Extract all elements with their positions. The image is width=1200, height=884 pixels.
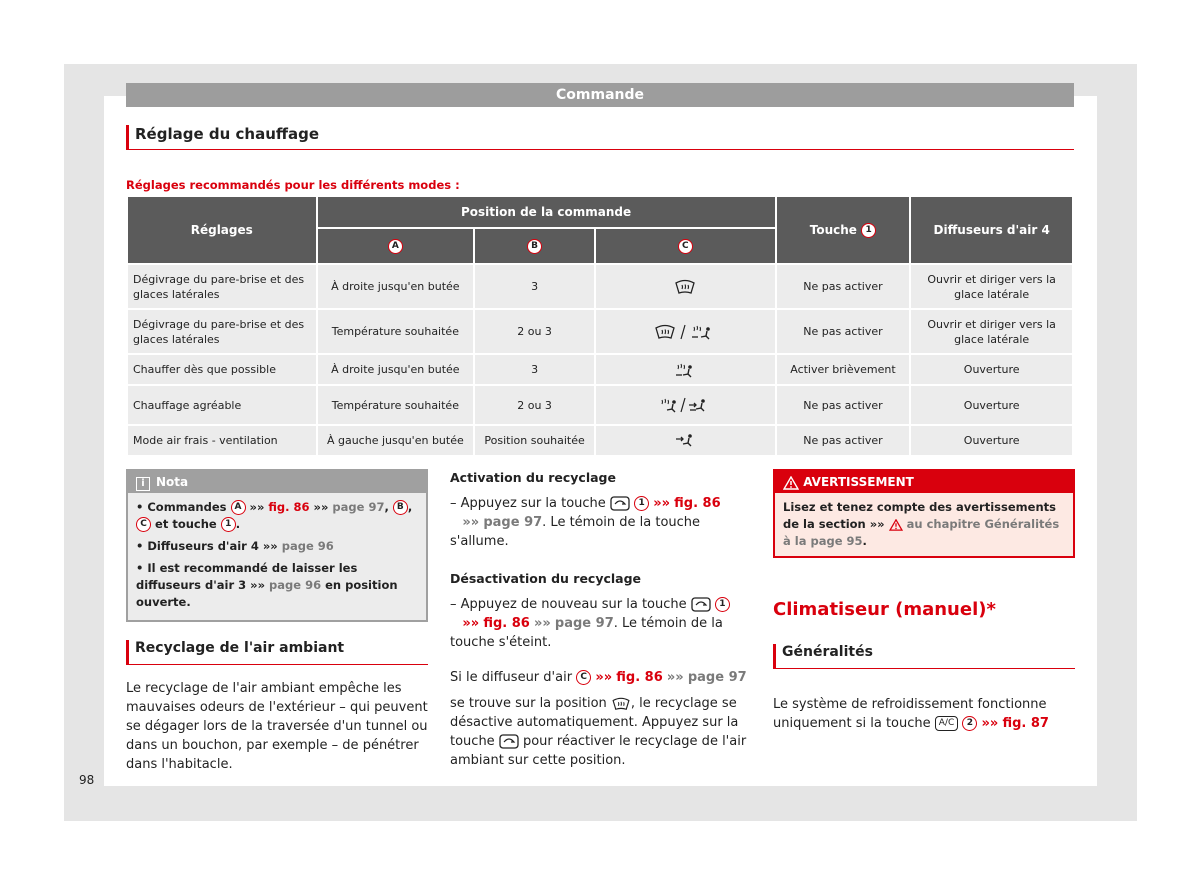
table-row: Chauffer dès que possible À droite jusqu'en butée 3 Activer brièvement Ouverture [127, 354, 1073, 385]
page-97-link[interactable]: page 97 [332, 500, 385, 514]
page-number: 98 [79, 773, 95, 787]
recirculation-button-icon [610, 496, 630, 511]
page-97-link[interactable]: page 97 [483, 515, 543, 530]
generalites-paragraph: Le système de refroidissement fonctionne uniquement si la touche A/C 2 »» fig. 87 [773, 697, 1049, 731]
table-row: Chauffage agréable Température souhaitée 2 ou 3 Ne pas activer Ouverture [127, 385, 1073, 425]
warning-triangle-icon [783, 475, 799, 489]
page-96-link[interactable]: page 96 [269, 578, 322, 592]
recyclage-paragraph: Le recyclage de l'air ambiant empêche les mauvaises odeurs de l'extérieur – qui peuvent se dégager lors de la traversée d'un tunnel ou dans un bouchon, par exemple – de pénétrer dans l'habitacle. [126, 681, 428, 772]
fig-86-link[interactable]: fig. 86 [674, 496, 721, 511]
defrost-and-footwell-icon [595, 309, 776, 354]
recirculation-button-icon [499, 734, 519, 749]
table-row: Dégivrage du pare-brise et des glaces latérales Température souhaitée 2 ou 3 Ne pas activer Ouvrir et diriger vers la glace latérale [127, 309, 1073, 354]
diffuseur-paragraph: Si le diffuseur d'air C »» fig. 86 »» page 97 se trouve sur la position , le recyclage se désactive automatiquement. Appuyez sur la touche pour réactiver le recyclage de l'air ambiant sur cette position. [450, 670, 747, 768]
page-97-link[interactable]: page 97 [554, 616, 614, 631]
ac-button: A/C [935, 716, 958, 731]
footwell-and-body-icon [595, 385, 776, 425]
col-header-c: C [595, 228, 776, 264]
windshield-defrost-icon [611, 696, 631, 711]
page-96-link[interactable]: page 96 [281, 539, 334, 553]
settings-table [126, 195, 1074, 457]
fig-87-link[interactable]: fig. 87 [1002, 716, 1049, 731]
windshield-defrost-icon [595, 264, 776, 309]
col-header-a: A [317, 228, 475, 264]
clim-title: Climatiseur (manuel)* [773, 599, 996, 620]
desactivation-title: Désactivation du recyclage [450, 571, 642, 586]
generalites-link[interactable]: au chapitre Généralités à la page 95 [783, 517, 1060, 548]
note-line-diffuseurs: • Diffuseurs d'air 4 »» page 96 [136, 539, 334, 553]
col-header-reglages: Réglages [127, 196, 317, 264]
section-title-chauffage: Réglage du chauffage [126, 125, 1074, 150]
info-icon: i [136, 477, 150, 491]
fig-86-link[interactable]: fig. 86 [268, 500, 310, 514]
col-header-b: B [474, 228, 595, 264]
recommended-label: Réglages recommandés pour les différents modes : [126, 178, 460, 192]
activation-text: – Appuyez sur la touche 1 »» fig. 86 »» page 97. Le témoin de la touche s'allume. [450, 496, 721, 549]
note-line-recommande: • Il est recommandé de laisser les diffuseurs d'air 3 »» page 96 en position ouverte. [136, 561, 398, 609]
table-row: Mode air frais - ventilation À gauche jusqu'en butée Position souhaitée Ne pas activer Ouverture [127, 425, 1073, 456]
note-box [126, 469, 428, 622]
chapter-header: Commande [126, 83, 1074, 107]
warning-triangle-icon [889, 517, 903, 531]
fig-86-link[interactable]: fig. 86 [483, 616, 530, 631]
note-line-commandes: • Commandes A »» fig. 86 »» page 97, B , C et touche 1 . [136, 500, 413, 531]
touche-number-badge: 1 [861, 223, 876, 238]
activation-title: Activation du recyclage [450, 470, 616, 485]
desactivation-text: – Appuyez de nouveau sur la touche 1 »» fig. 86 »» page 97. Le témoin de la touche s'éteint. [450, 595, 750, 652]
col-header-diffuseurs: Diffuseurs d'air 4 [910, 196, 1073, 264]
recirculation-button-icon [691, 597, 711, 612]
note-header: i Nota [128, 471, 426, 493]
table-row: Dégivrage du pare-brise et des glaces latérales À droite jusqu'en butée 3 Ne pas activer Ouvrir et diriger vers la glace latérale [127, 264, 1073, 309]
fig-86-link[interactable]: fig. 86 [616, 670, 663, 685]
section-title-recyclage: Recyclage de l'air ambiant [126, 640, 428, 665]
footwell-defrost-icon [595, 354, 776, 385]
warning-header: AVERTISSEMENT [775, 471, 1073, 493]
col-header-position: Position de la commande [317, 196, 776, 228]
page-97-link[interactable]: page 97 [687, 670, 747, 685]
warning-box: AVERTISSEMENT Lisez et tenez compte des avertissements de la section »» au chapitre Généralités à la page 95. [773, 469, 1075, 558]
col-header-touche: Touche 1 [776, 196, 911, 264]
section-title-generalites: Généralités [773, 644, 1075, 669]
body-vent-icon [595, 425, 776, 456]
